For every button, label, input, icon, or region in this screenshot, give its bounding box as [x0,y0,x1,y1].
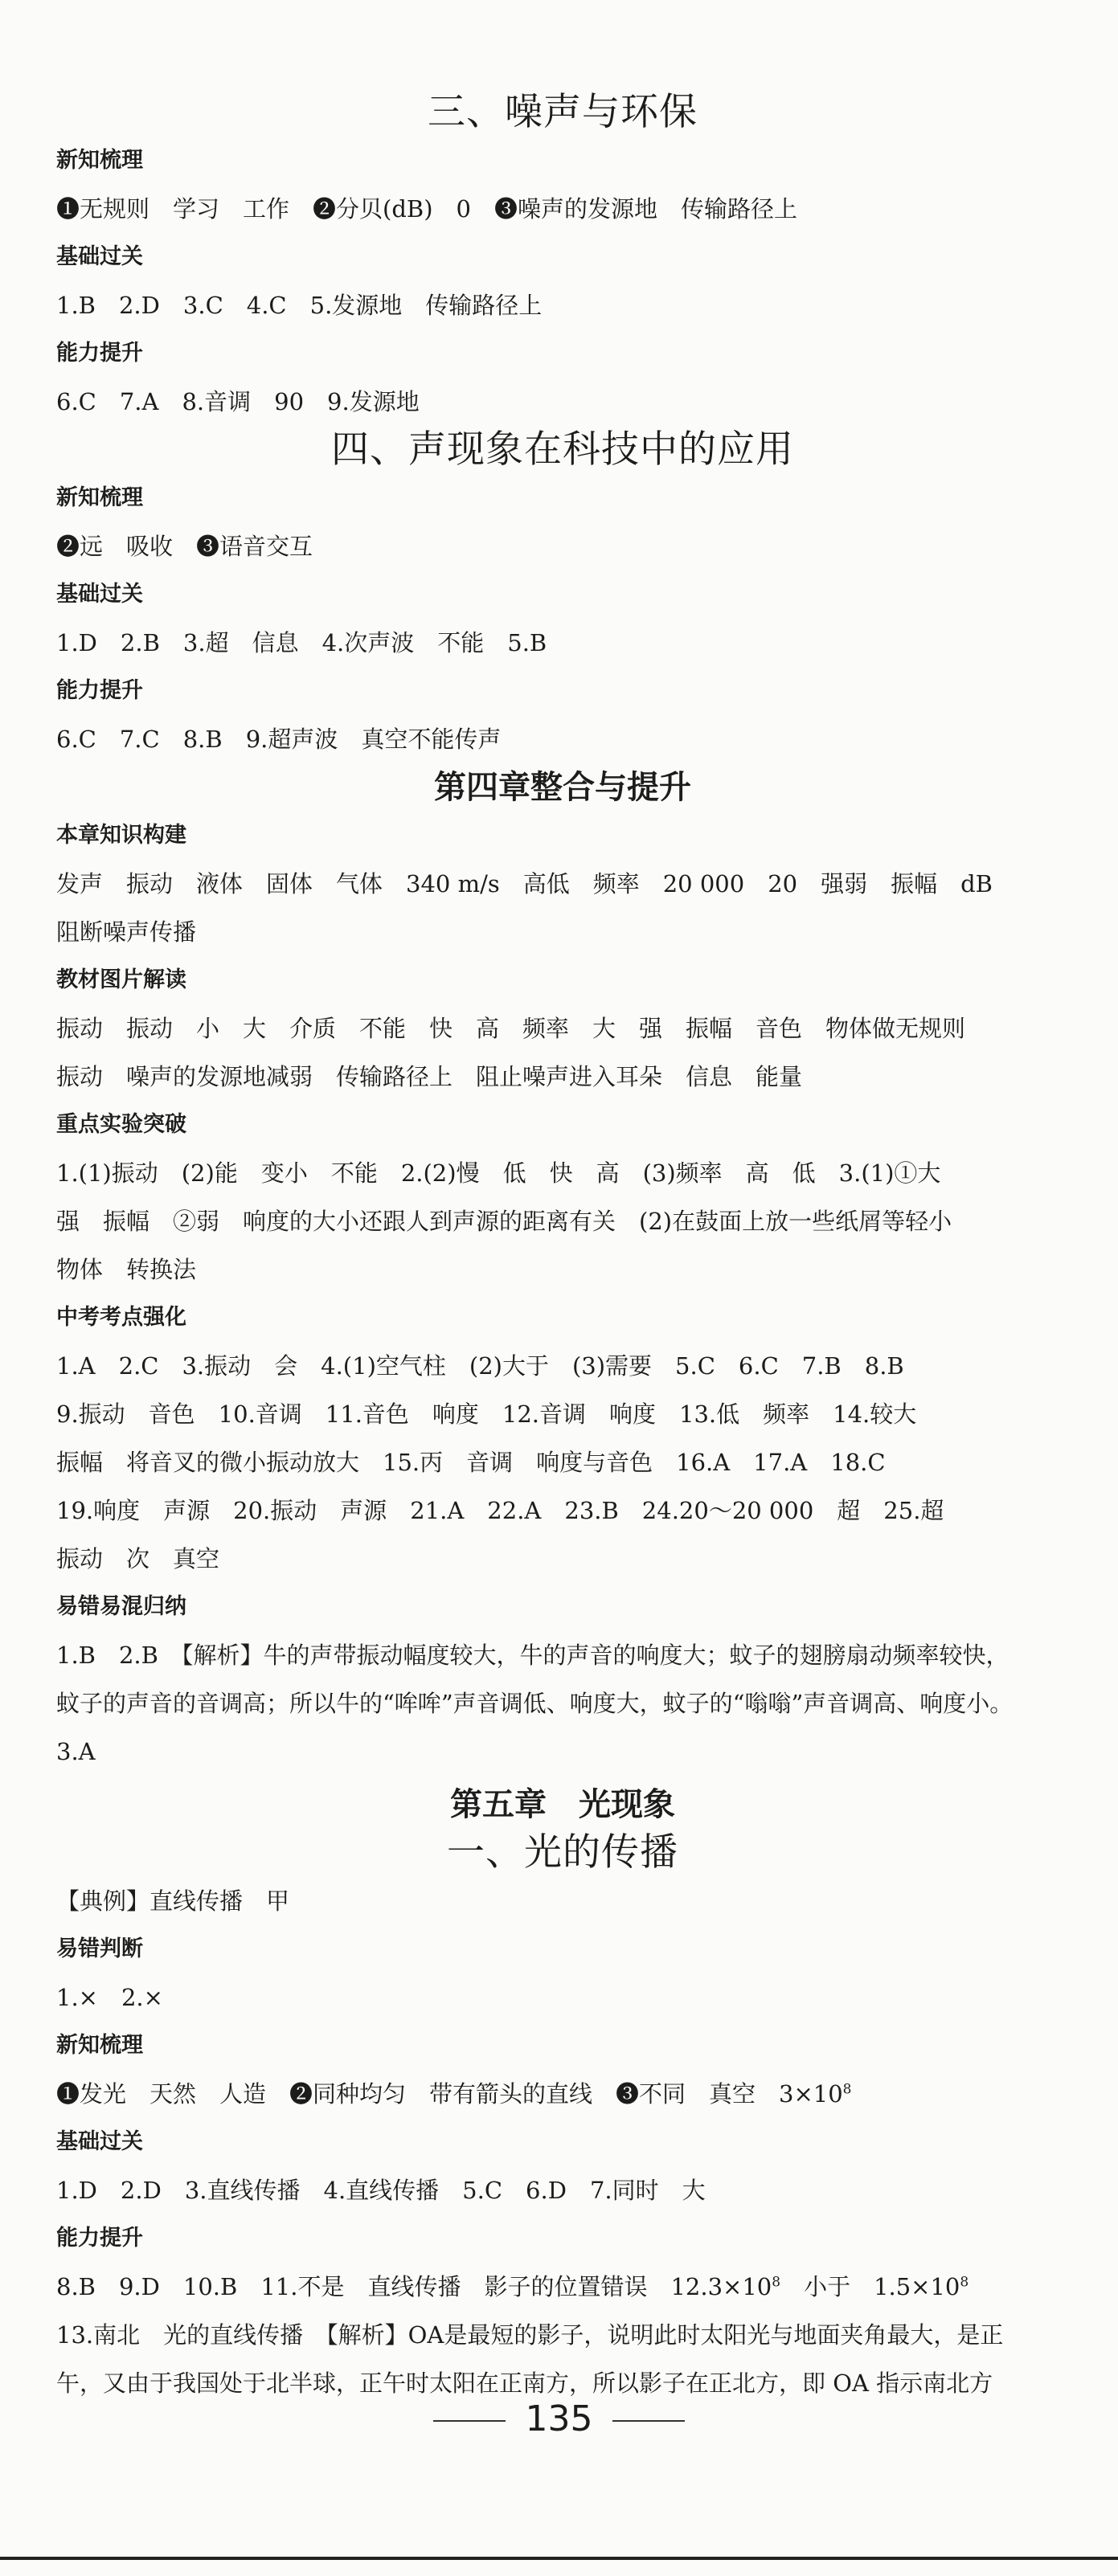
heading-common-mistakes: 易错易混归纳 [56,1594,186,1619]
answer-line: 6.C 7.A 8.音调 90 9.发源地 [56,388,420,415]
heading-new-knowledge: 新知梳理 [56,148,143,173]
heading-exam-points: 中考考点强化 [56,1305,186,1330]
answer-line: 8.B 9.D 10.B 11.不是 直线传播 影子的位置错误 $12.3\times 10^8$ 小于 $1.5\times 10^8$ [56,2273,969,2300]
heading-experiments: 重点实验突破 [56,1112,186,1137]
answer-line: ❶无规则 学习 工作 ❷分贝(dB) 0 ❸噪声的发源地 传输路径上 [56,195,797,223]
heading-knowledge-structure: 本章知识构建 [56,823,186,848]
heading-error-judgment: 易错判断 [56,1936,143,1961]
heading-new-knowledge: 新知梳理 [56,2033,143,2058]
answer-line: 6.C 7.C 8.B 9.超声波 真空不能传声 [56,726,502,753]
answer-line: 1.D 2.D 3.直线传播 4.直线传播 5.C 6.D 7.同时 大 [56,2177,706,2204]
answer-line: 19.响度 声源 20.振动 声源 21.A 22.A 23.B 24.20～20 000 超 25.超 [56,1497,944,1524]
answer-line: 1.B 2.B 【解析】牛的声带振动幅度较大，牛的声音的响度大；蚊子的翅膀扇动频率较快， [56,1642,1009,1669]
answer-line: 发声 振动 液体 固体 气体 340 m/s 高低 频率 20 000 20 强弱 振幅 dB [56,870,993,898]
heading-new-knowledge: 新知梳理 [56,485,143,510]
footer-dash-right [612,2420,685,2422]
answer-line: 振动 噪声的发源地减弱 传输路径上 阻止噪声进入耳朵 信息 能量 [56,1063,803,1090]
answer-line: 1.D 2.B 3.超 信息 4.次声波 不能 5.B [56,629,547,656]
page-number: 135 [525,2398,593,2439]
answer-line: 1.× 2.× [56,1984,163,2011]
answer-line: ❶发光 天然 人造 ❷同种均匀 带有箭头的直线 ❸不同 真空 $3\times 10^8$ [56,2080,852,2108]
answer-line: ❷远 吸收 ❸语音交互 [56,533,313,560]
section-title-light-propagation: 一、光的传播 [447,1830,678,1875]
chapter-review-title: 第四章整合与提升 [434,768,691,806]
answer-page [56,0,1069,2407]
chapter-title: 第五章 光现象 [450,1785,675,1823]
answer-line: 蚊子的声音的音调高；所以牛的“哞哞”声音调低、响度大，蚊子的“嗡嗡”声音调高、响度小。 [56,1690,1014,1717]
answer-line: 3.A [56,1738,96,1765]
answer-line: 1.B 2.D 3.C 4.C 5.发源地 传输路径上 [56,292,543,319]
answer-line: 振动 次 真空 [56,1545,220,1572]
example-answer: 【典例】直线传播 甲 [56,1887,290,1915]
answer-line: 阻断噪声传播 [56,918,197,946]
heading-textbook-images: 教材图片解读 [56,967,186,992]
page-footer [0,2398,1118,2439]
answer-line: 振幅 将音叉的微小振动放大 15.丙 音调 响度与音色 16.A 17.A 18.C [56,1449,886,1476]
answer-line: 振动 振动 小 大 介质 不能 快 高 频率 大 强 振幅 音色 物体做无规则 [56,1015,966,1042]
footer-dash-left [433,2420,506,2422]
heading-basic: 基础过关 [56,244,143,269]
answer-line: 午，又由于我国处于北半球，正午时太阳在正南方，所以影子在正北方，即 OA 指示南北方 [56,2370,993,2397]
answer-line: 物体 转换法 [56,1256,197,1283]
heading-ability: 能力提升 [56,341,143,366]
heading-ability: 能力提升 [56,678,143,703]
bottom-rule [0,2557,1118,2560]
heading-basic: 基础过关 [56,2129,143,2154]
answer-line: 强 振幅 ②弱 响度的大小还跟人到声源的距离有关 (2)在鼓面上放一些纸屑等轻小 [56,1208,952,1235]
heading-ability: 能力提升 [56,2226,143,2251]
answer-line: 1.(1)振动 (2)能 变小 不能 2.(2)慢 低 快 高 (3)频率 高 低 3.(1)①大 [56,1159,941,1187]
section-title-tech-applications: 四、声现象在科技中的应用 [331,427,794,472]
answer-line: 1.A 2.C 3.振动 会 4.(1)空气柱 (2)大于 (3)需要 5.C 6.C 7.B 8.B [56,1352,904,1380]
answer-line: 9.振动 音色 10.音调 11.音色 响度 12.音调 响度 13.低 频率 14.较大 [56,1400,917,1428]
section-title-noise: 三、噪声与环保 [428,90,698,134]
answer-line: 13.南北 光的直线传播 【解析】OA是最短的影子，说明此时太阳光与地面夹角最大，是正 [56,2321,1004,2349]
heading-basic: 基础过关 [56,582,143,607]
